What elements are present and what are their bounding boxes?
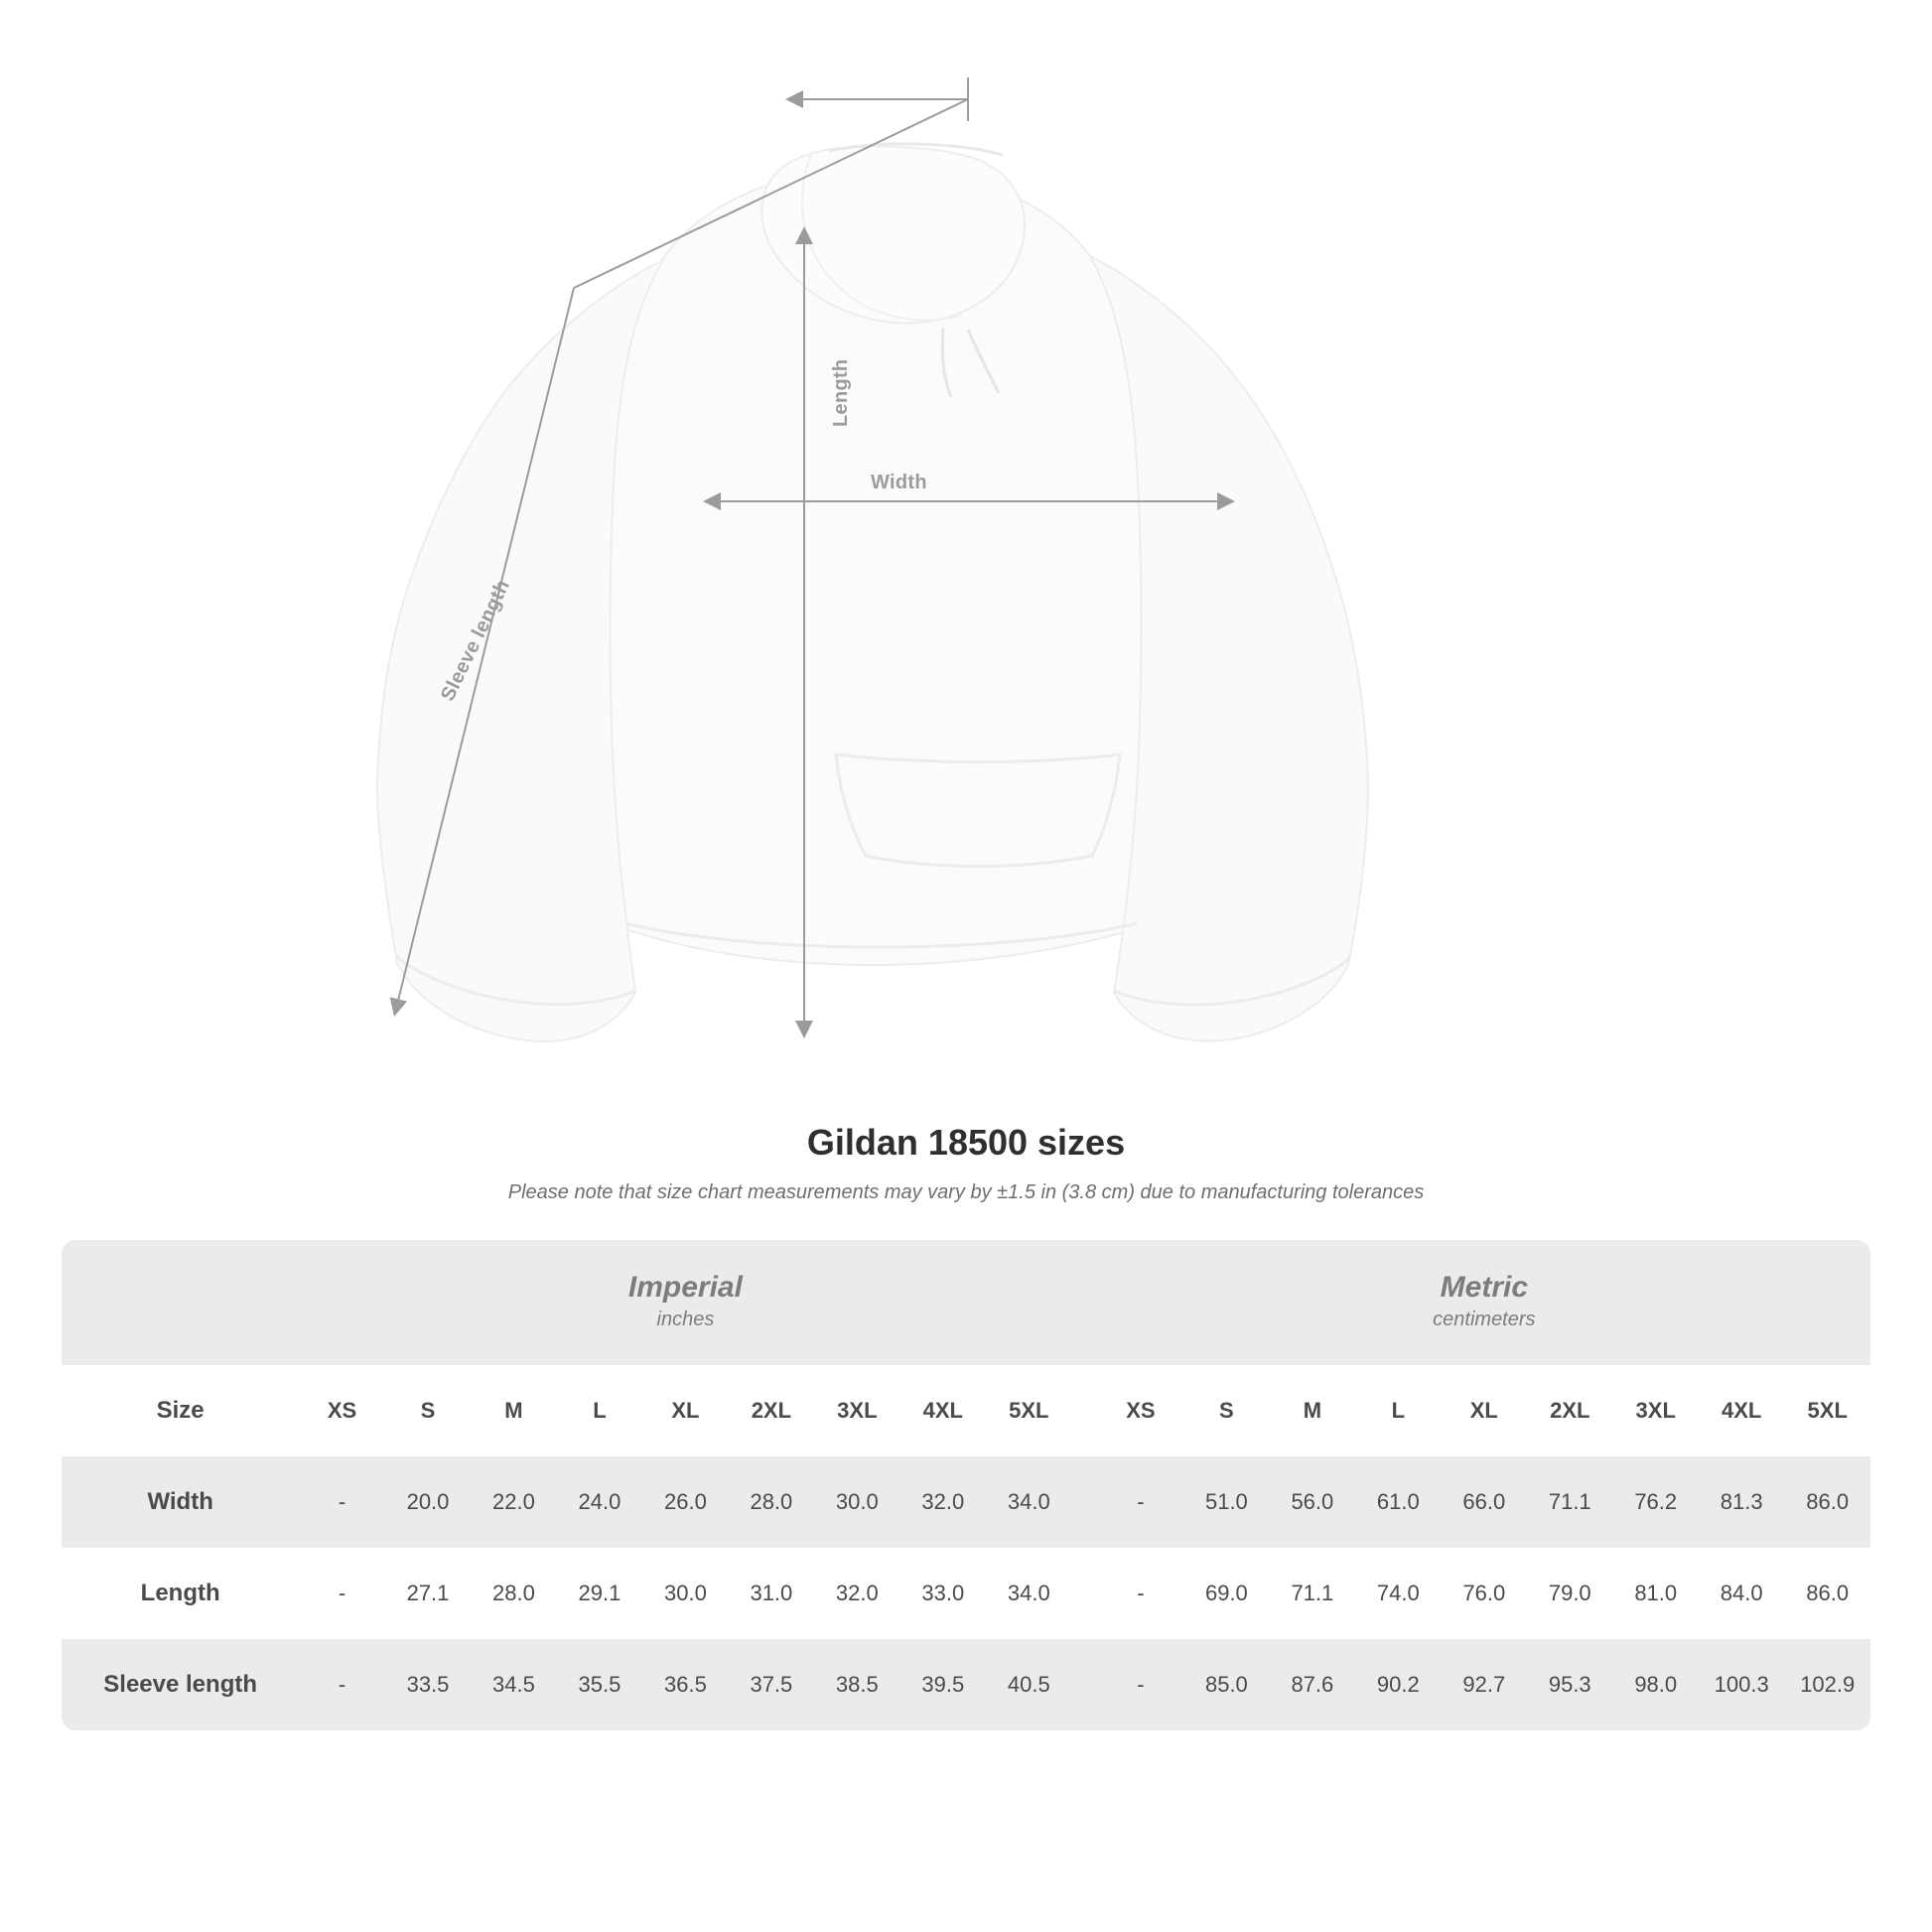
sleeve-metric-5xl: 102.9 <box>1784 1639 1870 1730</box>
length-imperial-5xl: 34.0 <box>986 1548 1072 1639</box>
length-metric-xl: 76.0 <box>1442 1548 1527 1639</box>
row-label-width: Width <box>62 1456 299 1548</box>
header-metric-xs: XS <box>1098 1365 1183 1456</box>
length-metric-5xl: 86.0 <box>1784 1548 1870 1639</box>
table-row <box>62 1548 1870 1639</box>
length-imperial-xl: 30.0 <box>642 1548 728 1639</box>
length-dimension-label: Length <box>830 358 852 427</box>
header-metric-s: S <box>1183 1365 1269 1456</box>
header-imperial-5xl: 5XL <box>986 1365 1072 1456</box>
sleeve-imperial-4xl: 39.5 <box>900 1639 986 1730</box>
metric-unit-cell <box>1098 1240 1870 1365</box>
header-imperial-2xl: 2XL <box>729 1365 814 1456</box>
width-imperial-m: 22.0 <box>471 1456 556 1548</box>
length-metric-xs: - <box>1098 1548 1183 1639</box>
width-metric-xs: - <box>1098 1456 1183 1548</box>
imperial-sub-label: inches <box>656 1309 715 1331</box>
header-imperial-4xl: 4XL <box>900 1365 986 1456</box>
imperial-unit-cell <box>299 1240 1071 1365</box>
header-imperial-s: S <box>385 1365 471 1456</box>
header-metric-m: M <box>1270 1365 1355 1456</box>
size-table <box>62 1240 1870 1730</box>
width-imperial-l: 24.0 <box>557 1456 642 1548</box>
size-header-row <box>62 1365 1870 1456</box>
width-metric-xl: 66.0 <box>1442 1456 1527 1548</box>
width-gap <box>1072 1456 1098 1548</box>
header-imperial-xl: XL <box>642 1365 728 1456</box>
sleeve-imperial-5xl: 40.5 <box>986 1639 1072 1730</box>
width-metric-3xl: 76.2 <box>1613 1456 1699 1548</box>
sleeve-imperial-3xl: 38.5 <box>814 1639 899 1730</box>
length-metric-4xl: 84.0 <box>1699 1548 1784 1639</box>
header-metric-l: L <box>1355 1365 1441 1456</box>
length-imperial-3xl: 32.0 <box>814 1548 899 1639</box>
imperial-label: Imperial <box>627 1270 743 1304</box>
header-metric-xl: XL <box>1442 1365 1527 1456</box>
length-metric-l: 74.0 <box>1355 1548 1441 1639</box>
header-metric-4xl: 4XL <box>1699 1365 1784 1456</box>
row-label-sleeve-length: Sleeve length <box>62 1639 299 1730</box>
tolerance-note: Please note that size chart measurements may vary by ±1.5 in (3.8 cm) due to manufacturing tolerances <box>507 1181 1425 1203</box>
width-imperial-3xl: 30.0 <box>814 1456 899 1548</box>
width-imperial-5xl: 34.0 <box>986 1456 1072 1548</box>
width-imperial-xl: 26.0 <box>642 1456 728 1548</box>
width-imperial-4xl: 32.0 <box>900 1456 986 1548</box>
sleeve-gap <box>1072 1639 1098 1730</box>
sleeve-imperial-xl: 36.5 <box>642 1639 728 1730</box>
width-imperial-s: 20.0 <box>385 1456 471 1548</box>
sleeve-metric-s: 85.0 <box>1183 1639 1269 1730</box>
length-metric-2xl: 79.0 <box>1527 1548 1612 1639</box>
header-metric-5xl: 5XL <box>1784 1365 1870 1456</box>
sleeve-imperial-l: 35.5 <box>557 1639 642 1730</box>
length-imperial-4xl: 33.0 <box>900 1548 986 1639</box>
sleeve-imperial-s: 33.5 <box>385 1639 471 1730</box>
sleeve-metric-m: 87.6 <box>1270 1639 1355 1730</box>
sleeve-imperial-2xl: 37.5 <box>729 1639 814 1730</box>
units-gap <box>1072 1240 1098 1365</box>
length-gap <box>1072 1548 1098 1639</box>
sleeve-metric-xl: 92.7 <box>1442 1639 1527 1730</box>
sleeve-length-dimension-label: Sleeve length <box>437 576 515 705</box>
table-row <box>62 1639 1870 1730</box>
sleeve-metric-4xl: 100.3 <box>1699 1639 1784 1730</box>
length-imperial-2xl: 31.0 <box>729 1548 814 1639</box>
metric-label: Metric <box>1440 1270 1529 1304</box>
sleeve-metric-2xl: 95.3 <box>1527 1639 1612 1730</box>
page-title: Gildan 18500 sizes <box>806 1122 1126 1163</box>
sleeve-metric-xs: - <box>1098 1639 1183 1730</box>
width-dimension-label: Width <box>871 472 927 493</box>
size-header-label: Size <box>62 1365 299 1456</box>
units-row-corner <box>62 1240 299 1365</box>
length-imperial-m: 28.0 <box>471 1548 556 1639</box>
header-imperial-m: M <box>471 1365 556 1456</box>
width-metric-m: 56.0 <box>1270 1456 1355 1548</box>
width-metric-2xl: 71.1 <box>1527 1456 1612 1548</box>
width-metric-4xl: 81.3 <box>1699 1456 1784 1548</box>
header-metric-2xl: 2XL <box>1527 1365 1612 1456</box>
width-imperial-2xl: 28.0 <box>729 1456 814 1548</box>
size-table-wrapper <box>62 1240 1870 1730</box>
width-metric-5xl: 86.0 <box>1784 1456 1870 1548</box>
title-block <box>0 1122 1932 1204</box>
width-metric-s: 51.0 <box>1183 1456 1269 1548</box>
sleeve-metric-3xl: 98.0 <box>1613 1639 1699 1730</box>
length-imperial-l: 29.1 <box>557 1548 642 1639</box>
sleeve-imperial-xs: - <box>299 1639 384 1730</box>
length-metric-s: 69.0 <box>1183 1548 1269 1639</box>
units-row <box>62 1240 1870 1365</box>
length-imperial-xs: - <box>299 1548 384 1639</box>
header-imperial-l: L <box>557 1365 642 1456</box>
header-metric-3xl: 3XL <box>1613 1365 1699 1456</box>
width-imperial-xs: - <box>299 1456 384 1548</box>
length-metric-3xl: 81.0 <box>1613 1548 1699 1639</box>
metric-sub-label: centimeters <box>1433 1309 1536 1331</box>
header-imperial-xs: XS <box>299 1365 384 1456</box>
width-metric-l: 61.0 <box>1355 1456 1441 1548</box>
length-metric-m: 71.1 <box>1270 1548 1355 1639</box>
row-label-length: Length <box>62 1548 299 1639</box>
sleeve-metric-l: 90.2 <box>1355 1639 1441 1730</box>
sleeve-imperial-m: 34.5 <box>471 1639 556 1730</box>
header-gap <box>1072 1365 1098 1456</box>
length-imperial-s: 27.1 <box>385 1548 471 1639</box>
header-imperial-3xl: 3XL <box>814 1365 899 1456</box>
table-row <box>62 1456 1870 1548</box>
hoodie-shape <box>377 144 1368 1041</box>
